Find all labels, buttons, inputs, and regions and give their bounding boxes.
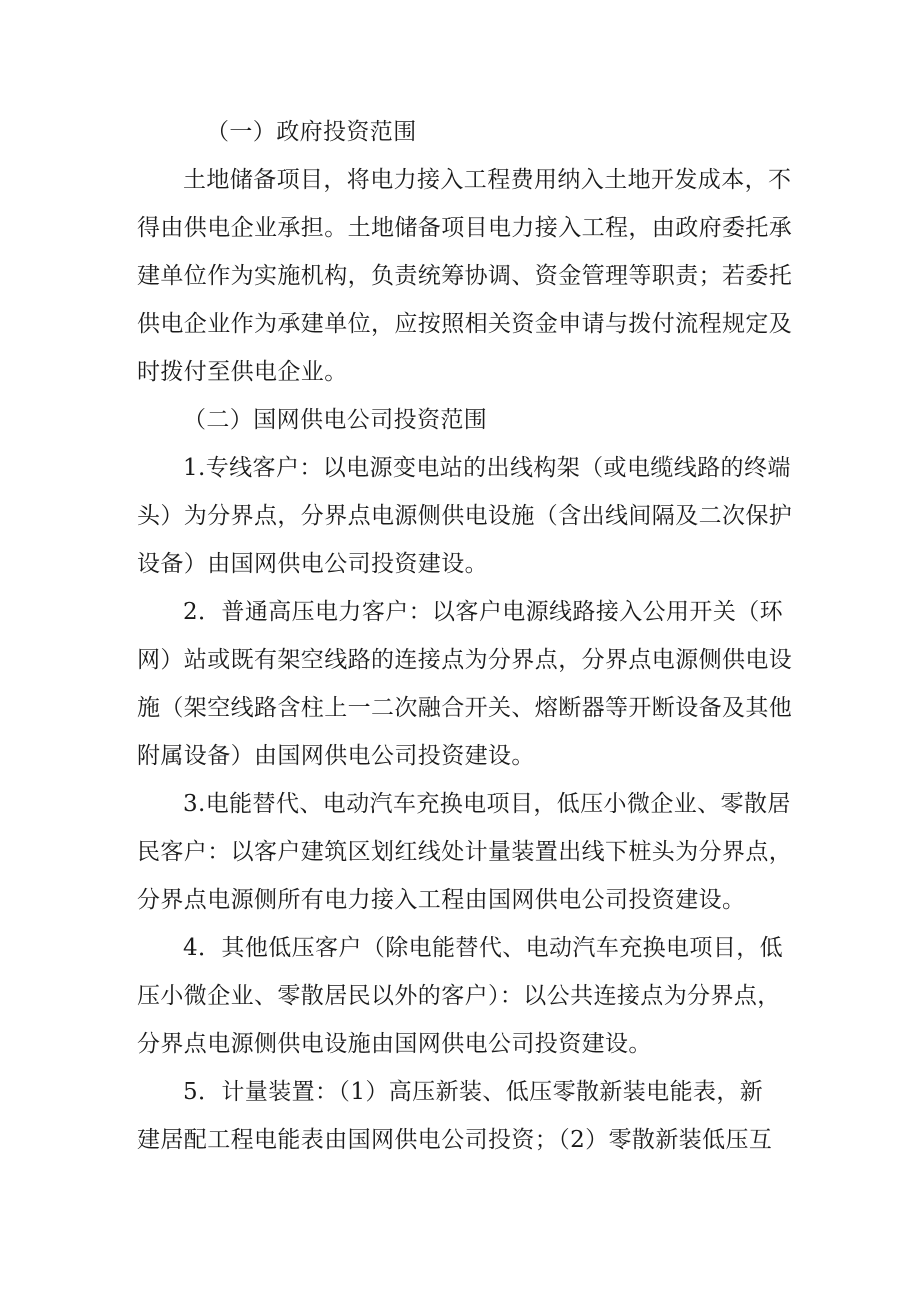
paragraph-line: 网）站或既有架空线路的连接点为分界点，分界点电源侧供电设: [137, 647, 793, 673]
paragraph-line: 分界点电源侧供电设施由国网供电公司投资建设。: [137, 1031, 652, 1057]
section-heading-state-grid: （二）国网供电公司投资范围: [183, 407, 488, 433]
paragraph-line: 建单位作为实施机构，负责统筹协调、资金管理等职责；若委托: [137, 263, 793, 289]
paragraph-line: 施（架空线路含柱上一二次融合开关、熔断器等开断设备及其他: [137, 695, 793, 721]
paragraph-line: 民客户：以客户建筑区划红线处计量装置出线下桩头为分界点，: [137, 839, 793, 865]
paragraph-line: 得由供电企业承担。土地储备项目电力接入工程，由政府委托承: [137, 215, 793, 241]
paragraph-line: 时拨付至供电企业。: [137, 359, 348, 385]
paragraph-line: 1.专线客户：以电源变电站的出线构架（或电缆线路的终端: [183, 455, 791, 481]
paragraph-line: 建居配工程电能表由国网供电公司投资；（2）零散新装低压互: [137, 1127, 773, 1153]
paragraph-line: 供电企业作为承建单位，应按照相关资金申请与拨付流程规定及: [137, 311, 793, 337]
paragraph-line: 头）为分界点，分界点电源侧供电设施（含出线间隔及二次保护: [137, 503, 793, 529]
paragraph-line: 5．计量装置：（1）高压新装、低压零散新装电能表，新: [183, 1079, 764, 1105]
paragraph-line: 附属设备）由国网供电公司投资建设。: [137, 743, 535, 769]
paragraph-line: 4．其他低压客户（除电能替代、电动汽车充换电项目，低: [183, 935, 784, 961]
paragraph-line: 土地储备项目，将电力接入工程费用纳入土地开发成本，不: [183, 167, 792, 193]
paragraph-line: 压小微企业、零散居民以外的客户）：以公共连接点为分界点，: [137, 983, 781, 1009]
paragraph-line: 2．普通高压电力客户：以客户电源线路接入公用开关（环: [183, 599, 784, 625]
paragraph-line: 3.电能替代、电动汽车充换电项目，低压小微企业、零散居: [183, 791, 791, 817]
section-heading-government: （一）政府投资范围: [206, 119, 417, 145]
paragraph-line: 分界点电源侧所有电力接入工程由国网供电公司投资建设。: [137, 887, 746, 913]
paragraph-line: 设备）由国网供电公司投资建设。: [137, 551, 488, 577]
